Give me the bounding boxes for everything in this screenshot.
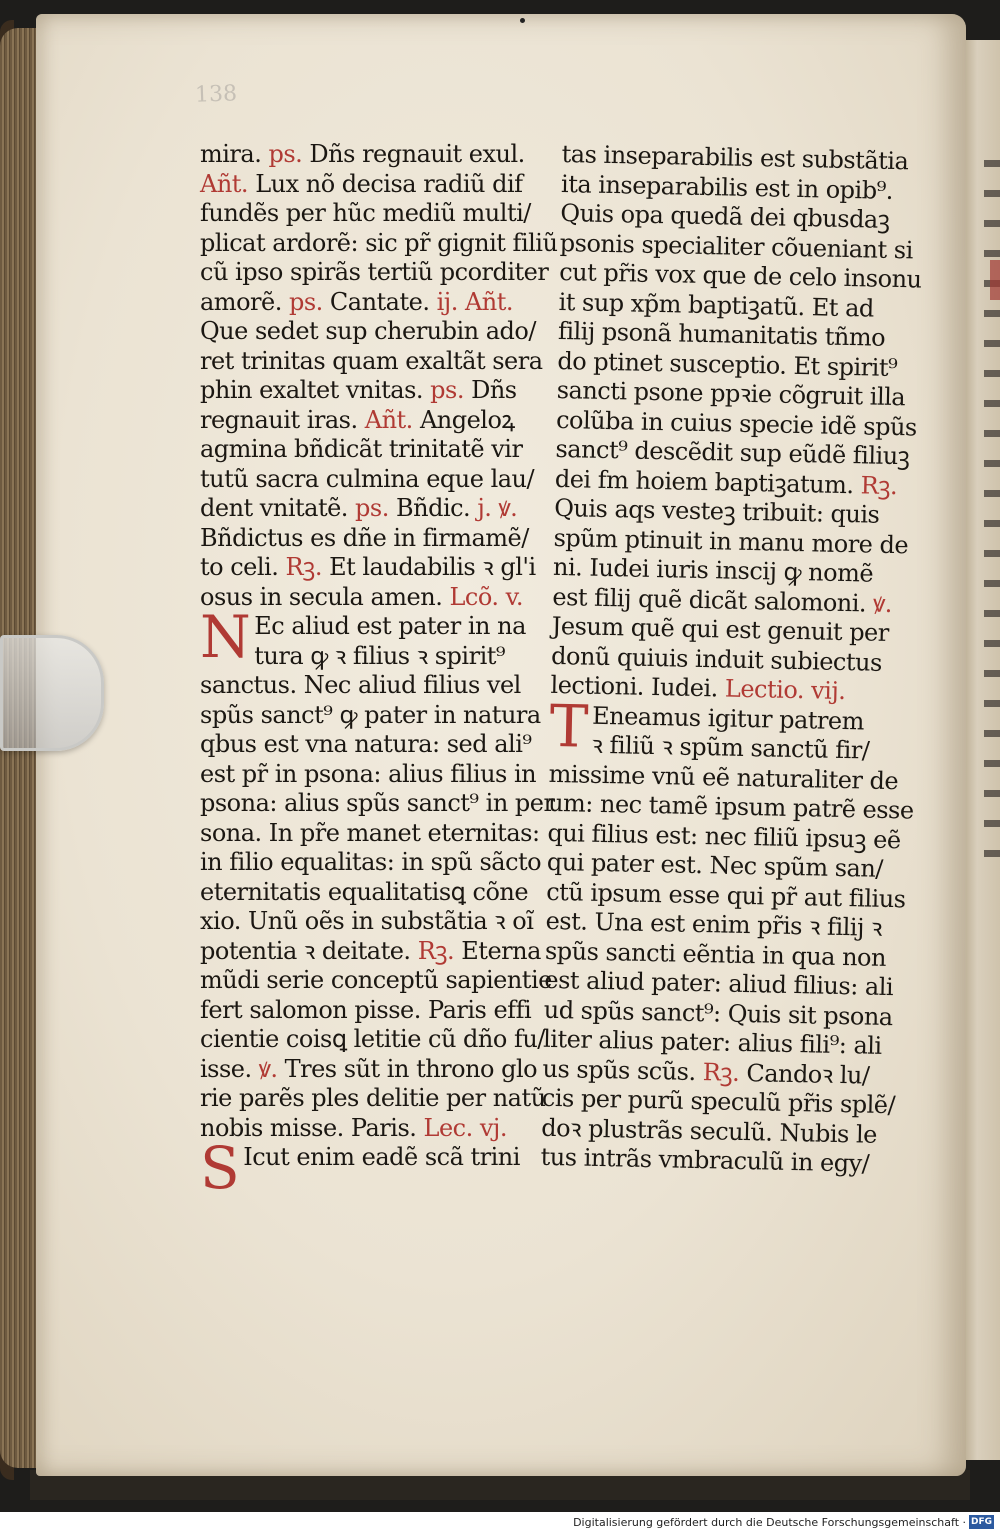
text-line bbox=[200, 996, 545, 1026]
text-segment: sancti psone ppꝛie cõgruit illa bbox=[556, 375, 906, 412]
footer-credit-text: Digitalisierung gefördert durch die Deutsche Forschungsgemeinschaft · bbox=[573, 1516, 966, 1529]
text-line bbox=[200, 376, 545, 406]
initial-capital: T bbox=[549, 691, 589, 761]
text-segment: Cantate. bbox=[329, 287, 437, 316]
text-segment: est. Una est enim pr̃is ꝛ filij ꝛ bbox=[545, 906, 883, 942]
text-line bbox=[200, 789, 555, 819]
text-segment: eternitatis equalitatisꝗ cõne bbox=[200, 877, 529, 906]
text-line bbox=[200, 583, 545, 613]
text-segment: sanct⁹ descẽdit sup eũdẽ filiuꝫ bbox=[555, 434, 910, 471]
text-line bbox=[200, 317, 545, 347]
text-segment: fert salomon pisse. Paris effi bbox=[200, 995, 532, 1024]
text-segment: Quis aqs vesteꝫ tribuit: quis bbox=[554, 493, 880, 529]
text-line bbox=[200, 406, 545, 436]
text-segment: est aliud pater: aliud filius: ali bbox=[544, 965, 894, 1002]
text-column-right bbox=[540, 140, 922, 1179]
text-segment: dent vnitatẽ. bbox=[200, 494, 356, 522]
text-segment: phin exaltet vnitas. bbox=[200, 376, 431, 404]
text-segment: Angeloꝝ bbox=[419, 405, 515, 434]
text-segment: filij psonã humanitatis tñmo bbox=[557, 316, 886, 352]
text-segment: Ec aliud est pater in na bbox=[254, 612, 526, 640]
text-segment: Que sedet sup cherubin ado/ bbox=[200, 317, 536, 345]
text-line bbox=[200, 907, 545, 937]
text-segment: do ptinet susceptio. Et spirit⁹ bbox=[557, 346, 898, 382]
text-column-left bbox=[200, 140, 558, 1202]
text-line bbox=[200, 760, 545, 790]
rubric-text: Añt. bbox=[364, 405, 420, 434]
text-segment: qbus est vna natura: sed ali⁹ bbox=[200, 730, 532, 758]
text-segment: it sup xp̃m baptiꝫatũ. Et ad bbox=[558, 287, 875, 323]
text-line bbox=[200, 1055, 545, 1085]
rubric-text: j. ꝟ. bbox=[477, 494, 518, 522]
text-segment: lectioni. Iudei. bbox=[550, 670, 726, 703]
rubric-text: Rꝫ. bbox=[417, 936, 462, 965]
text-segment: ud spũs sanct⁹: Quis sit psona bbox=[543, 995, 893, 1031]
text-line bbox=[200, 937, 545, 967]
text-segment: sona. In pr̃e manet eternitas: bbox=[200, 818, 540, 847]
text-line bbox=[200, 199, 545, 229]
text-segment: tus intrãs vmbraculũ in egy/ bbox=[540, 1142, 870, 1178]
rubric-text: ps. bbox=[355, 494, 396, 522]
rubric-text: Lectio. vij. bbox=[724, 674, 846, 706]
text-segment: qui filius est: nec filiũ ipsuꝫ eẽ bbox=[547, 818, 901, 854]
text-segment: dei fm hoiem baptiꝫatum. bbox=[554, 464, 861, 499]
text-segment: ꝛ filiũ ꝛ spũm sanctũ fir/ bbox=[591, 730, 870, 765]
text-line bbox=[200, 1114, 545, 1144]
text-segment: plicat ardorẽ: sic pr̃ gignit filiũ bbox=[200, 228, 558, 257]
rubric-text: ꝟ. bbox=[872, 589, 893, 618]
text-segment: agmina bñdicãt trinitatẽ vir bbox=[200, 435, 523, 463]
text-segment: cũ ipso spirãs tertiũ pcorditer bbox=[200, 258, 549, 286]
rubric-text: Rꝫ. bbox=[860, 470, 898, 500]
page-top-mark bbox=[520, 18, 525, 23]
text-segment: spũm ptinuit in manu more de bbox=[553, 523, 909, 559]
rubric-text: ps. bbox=[288, 287, 330, 316]
text-segment: tura ꝙ ꝛ filius ꝛ spirit⁹ bbox=[254, 641, 506, 670]
text-segment: donũ quiuis induit subiectus bbox=[550, 641, 883, 677]
text-line bbox=[200, 1134, 545, 1202]
text-line bbox=[200, 878, 545, 908]
text-segment: Quis opa quedã dei qbusdaꝫ bbox=[560, 198, 890, 234]
text-segment: colũba in cuius specie idẽ spũs bbox=[555, 405, 918, 441]
text-segment: tutũ sacra culmina eque lau/ bbox=[200, 464, 535, 493]
text-segment: Bñdic. bbox=[395, 494, 478, 522]
text-segment: psonis specialiter cõueniant si bbox=[559, 228, 914, 264]
text-segment: Eterna bbox=[461, 936, 541, 965]
facing-page-edge bbox=[962, 40, 1000, 1460]
initial-capital: S bbox=[200, 1134, 240, 1202]
text-segment: sanctus. Nec aliud filius vel bbox=[200, 671, 521, 699]
text-line bbox=[200, 140, 545, 170]
text-segment: Candoꝛ lu/ bbox=[746, 1058, 870, 1090]
text-segment: ctũ ipsum esse qui pr̃ aut filius bbox=[545, 877, 906, 913]
text-segment: nobis misse. Paris. bbox=[200, 1113, 424, 1142]
rubric-text: ps. bbox=[268, 140, 310, 168]
text-segment: Icut enim eadẽ scã trini bbox=[243, 1143, 520, 1171]
initial-capital: N bbox=[200, 603, 251, 671]
text-segment: spũs sanct⁹ ꝙ pater in natura bbox=[200, 700, 541, 729]
text-segment: ret trinitas quam exaltãt sera bbox=[200, 346, 543, 375]
text-segment: rie parẽs ples delitie per natũ bbox=[200, 1084, 546, 1112]
text-line bbox=[200, 642, 545, 672]
text-line bbox=[200, 671, 545, 701]
text-line bbox=[200, 258, 549, 288]
rubric-text: Rꝫ. bbox=[702, 1057, 747, 1087]
text-segment: Lux nõ decisa radiũ dif bbox=[255, 169, 523, 198]
text-segment: us spũs scũs. bbox=[542, 1054, 704, 1086]
text-line bbox=[200, 465, 545, 495]
text-segment: regnauit iras. bbox=[200, 405, 365, 434]
text-segment: in filio equalitas: in spũ sãcto bbox=[200, 848, 542, 876]
page-clip bbox=[0, 635, 104, 751]
text-segment: Eneamus igitur patrem bbox=[591, 701, 865, 735]
text-line bbox=[200, 347, 545, 377]
text-line bbox=[200, 730, 545, 760]
rubric-text: Añt. bbox=[200, 169, 256, 198]
text-line bbox=[200, 494, 545, 524]
text-segment: liter alius pater: alius fili⁹: ali bbox=[542, 1024, 882, 1060]
text-segment: Jesum quẽ qui est genuit per bbox=[551, 611, 890, 647]
text-segment: to celi. bbox=[200, 553, 286, 581]
text-segment: doꝛ plustrãs seculũ. Nubis le bbox=[541, 1113, 878, 1149]
text-segment: cientie coisꝗ letitie cũ dño fu/ bbox=[200, 1025, 545, 1053]
text-segment: est filij quẽ dicãt salomoni. bbox=[552, 582, 874, 618]
text-line bbox=[200, 228, 558, 259]
rubric-text: ps. bbox=[430, 376, 472, 404]
text-segment: potentia ꝛ deitate. bbox=[200, 936, 418, 965]
text-line bbox=[200, 170, 545, 200]
text-segment: Et laudabilis ꝛ gl'i bbox=[329, 553, 536, 581]
text-segment: isse. bbox=[200, 1054, 259, 1083]
text-segment: xio. Unũ oẽs in substãtia ꝛ oĩ bbox=[200, 907, 534, 935]
text-segment: qui pater est. Nec spũm san/ bbox=[546, 847, 884, 883]
text-line bbox=[200, 1084, 545, 1114]
text-segment: ita inseparabilis est in opib⁹. bbox=[560, 169, 894, 205]
text-line bbox=[200, 288, 545, 318]
text-segment: psona: alius spũs sanct⁹ in per bbox=[200, 789, 555, 817]
text-segment: fundẽs per hũc mediũ multi/ bbox=[200, 199, 531, 227]
text-segment: Tres sũt in throno glo bbox=[284, 1054, 538, 1083]
dfg-logo: DFG bbox=[970, 1517, 992, 1527]
text-segment: spũs sancti eẽntia in qua non bbox=[544, 936, 887, 972]
text-segment: ni. Iudei iuris inscij ꝙ nomẽ bbox=[552, 552, 874, 588]
facing-page-red-mark bbox=[990, 260, 1000, 300]
text-line bbox=[200, 848, 545, 878]
text-segment: Dñs bbox=[471, 376, 517, 404]
text-segment: Dñs regnauit exul. bbox=[309, 140, 525, 168]
rubric-text: Rꝫ. bbox=[285, 553, 330, 581]
text-segment: osus in secula amen. bbox=[200, 582, 450, 611]
rubric-text: ꝟ. bbox=[258, 1054, 285, 1083]
text-segment: cis per purũ speculũ pr̃is splẽ/ bbox=[541, 1083, 896, 1120]
text-segment: amorẽ. bbox=[200, 287, 289, 316]
text-line bbox=[200, 524, 545, 554]
text-segment: cut pr̃is vox que de celo insonu bbox=[558, 257, 922, 294]
page-number: 138 bbox=[194, 81, 238, 108]
rubric-text: ij. Añt. bbox=[436, 287, 514, 316]
rubric-text: Lec. vj. bbox=[423, 1113, 507, 1142]
text-line bbox=[200, 701, 545, 731]
text-segment: mira. bbox=[200, 140, 269, 168]
text-line bbox=[200, 1025, 545, 1055]
rubric-text: Lcõ. v. bbox=[449, 582, 523, 611]
text-segment: missime vnũ eẽ naturaliter de bbox=[548, 759, 899, 795]
text-line bbox=[200, 435, 545, 465]
text-segment: um: nec tamẽ ipsum patrẽ esse bbox=[547, 788, 914, 825]
digitization-footer bbox=[0, 1512, 1000, 1534]
text-line bbox=[200, 819, 545, 849]
text-segment: Bñdictus es dñe in firmamẽ/ bbox=[200, 523, 529, 552]
text-line bbox=[200, 966, 552, 996]
text-line bbox=[200, 553, 545, 583]
text-segment: est pr̃ in psona: alius filius in bbox=[200, 759, 537, 788]
text-segment: tas inseparabilis est substãtia bbox=[561, 140, 909, 176]
text-segment: mũdi serie conceptũ sapientie bbox=[200, 966, 552, 994]
